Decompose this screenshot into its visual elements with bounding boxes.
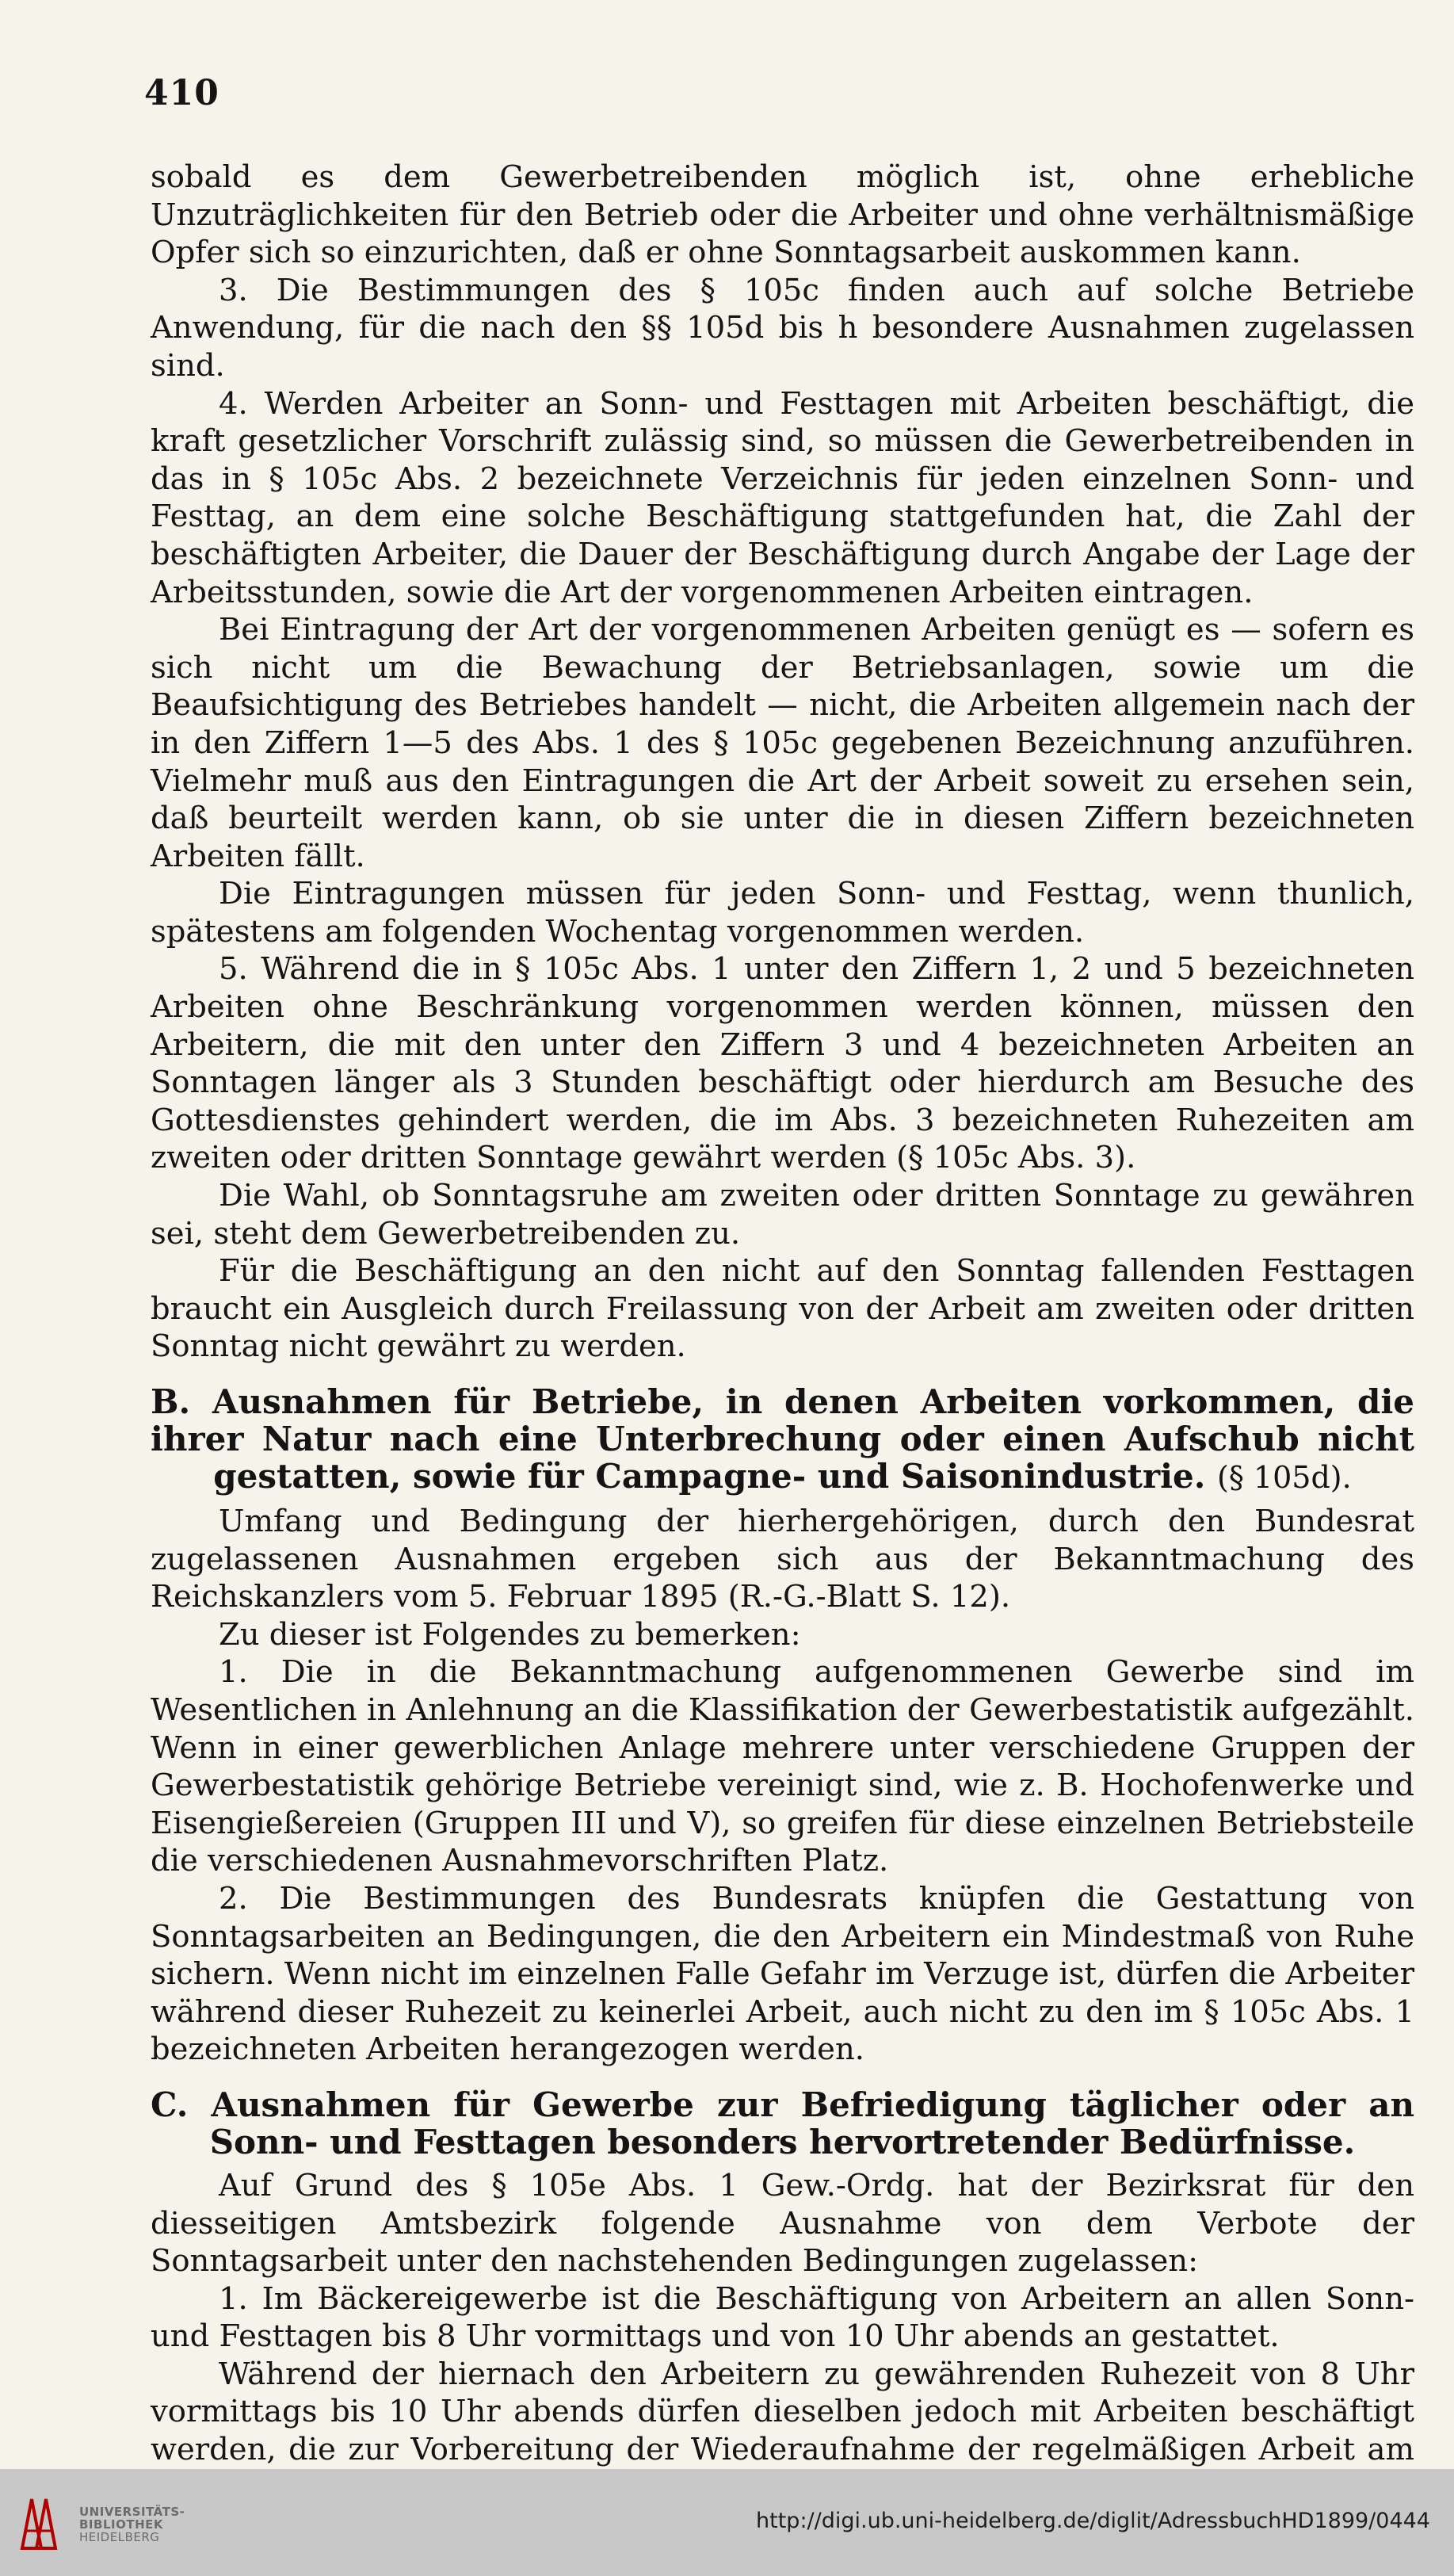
paragraph: 2. Die Bestimmungen des Bundesrats knüpfen die Gestattung von Sonntagsarbeiten an Bedingungen, die den Arbeitern ein Mindestmaß von Ruhe sichern. Wenn nicht im einzelnen Falle Gefahr im Verzuge ist, dürfen die Arbeiter während dieser Ruhezeit zu keinerlei Arbeit, auch nicht zu den im § 105c Abs. 1 bezeichneten Arbeiten herangezogen werden.	[151, 1880, 1414, 2068]
paragraph: Während der hiernach den Arbeitern zu gewährenden Ruhezeit von 8 Uhr vormittags bis 10 Uhr abends dürfen dieselben jedoch mit Arbeiten beschäftigt werden, die zur Vorbereitung der Wiederaufnahme der regelmäßigen Arbeit am	[151, 2356, 1414, 2468]
paragraph: 4. Werden Arbeiter an Sonn- und Festtagen mit Arbeiten beschäftigt, die kraft gesetzlicher Vorschrift zulässig sind, so müssen die Gewerbetreibenden in das in § 105c Abs. 2 bezeichnete Verzeichnis für jeden einzelnen Sonn- und Festtag, an dem eine solche Beschäftigung stattgefunden hat, die Zahl der beschäftigten Arbeiter, die Dauer der Beschäftigung durch Angabe der Lage der Arbeitsstunden, sowie die Art der vorgenommenen Arbeiten eintragen.	[151, 385, 1414, 610]
section-b-heading-text: B. Ausnahmen für Betriebe, in denen Arbeiten vorkommen, die ihrer Natur nach eine Unterbrechung oder einen Aufschub nicht gestatten, sowie für Campagne- und Saisonindustrie.	[151, 1382, 1414, 1496]
page-number: 410	[144, 73, 219, 113]
logo-line: HEIDELBERG	[79, 2530, 160, 2544]
logo-line: UNIVERSITÄTS-	[79, 2505, 185, 2519]
paragraph: 5. Während die in § 105c Abs. 1 unter den Ziffern 1, 2 und 5 bezeichneten Arbeiten ohne Beschränkung vorgenommen werden können, müssen den Arbeitern, die mit den unter den Ziffern 3 und 4 bezeichneten Arbeiten an Sonntagen länger als 3 Stunden beschäftigt oder hierdurch am Besuche des Gottesdienstes gehindert werden, die im Abs. 3 bezeichneten Ruhezeiten am zweiten oder dritten Sonntage gewährt werden (§ 105c Abs. 3).	[151, 951, 1414, 1176]
paragraph: 1. Im Bäckereigewerbe ist die Beschäftigung von Arbeitern an allen Sonn- und Festtagen bis 8 Uhr vormittags und von 10 Uhr abends an gestattet.	[151, 2280, 1414, 2355]
logo-line: BIBLIOTHEK	[79, 2517, 163, 2532]
paragraph: 3. Die Bestimmungen des § 105c finden auch auf solche Betriebe Anwendung, für die nach den §§ 105d bis h besondere Ausnahmen zugelassen sind.	[151, 272, 1414, 384]
digitization-footer	[0, 2469, 1454, 2576]
paragraph: Umfang und Bedingung der hierhergehörigen, durch den Bundesrat zugelassenen Ausnahmen ergeben sich aus der Bekanntmachung des Reichskanzlers vom 5. Februar 1895 (R.-G.-Blatt S. 12).	[151, 1504, 1414, 1615]
section-b-heading	[151, 1383, 1414, 1496]
paragraph: sobald es dem Gewerbetreibenden möglich ist, ohne erhebliche Unzuträglichkeiten für den Betrieb oder die Arbeiter und ohne verhältnismäßige Opfer sich so einzurichten, daß er ohne Sonntagsarbeit auskommen kann.	[151, 159, 1414, 271]
section-c-heading: C. Ausnahmen für Gewerbe zur Befriedigung täglicher oder an Sonn- und Festtagen besonders hervortretender Bedürfnisse.	[151, 2085, 1414, 2161]
paragraph: Für die Beschäftigung an den nicht auf den Sonntag fallenden Festtagen braucht ein Ausgleich durch Freilassung von der Arbeit am zweiten oder dritten Sonntag nicht gewährt zu werden.	[151, 1253, 1414, 1365]
paragraph: Die Eintragungen müssen für jeden Sonn- und Festtag, wenn thunlich, spätestens am folgenden Wochentag vorgenommen werden.	[151, 876, 1414, 950]
section-b-reference: (§ 105d).	[1217, 1460, 1352, 1495]
body-text	[151, 159, 1414, 2544]
paragraph: Die Wahl, ob Sonntagsruhe am zweiten oder dritten Sonntage zu gewähren sei, steht dem Gewerbetreibenden zu.	[151, 1178, 1414, 1252]
library-logo-text	[79, 2505, 185, 2544]
paragraph: Zu dieser ist Folgendes zu bemerken:	[219, 1616, 801, 1653]
source-url-link[interactable]: http://digi.ub.uni-heidelberg.de/diglit/AdressbuchHD1899/0444	[756, 2509, 1430, 2533]
paragraph: 1. Die in die Bekanntmachung aufgenommenen Gewerbe sind im Wesentlichen in Anlehnung an die Klassifikation der Gewerbestatistik aufgezählt. Wenn in einer gewerblichen Anlage mehrere unter verschiedene Gruppen der Gewerbestatistik gehörige Betriebe vereinigt sind, wie z. B. Hochofenwerke und Eisengießereien (Gruppen III und V), so greifen für diese einzelnen Betriebsteile die verschiedenen Ausnahmevorschriften Platz.	[151, 1654, 1414, 1879]
paragraph: Auf Grund des § 105e Abs. 1 Gew.-Ordg. hat der Bezirksrat für den diesseitigen Amtsbezirk folgende Ausnahme von dem Verbote der Sonntagsarbeit unter den nachstehenden Bedingungen zugelassen:	[151, 2167, 1414, 2280]
paragraph: Bei Eintragung der Art der vorgenommenen Arbeiten genügt es — sofern es sich nicht um die Bewachung der Betriebsanlagen, sowie um die Beaufsichtigung des Betriebes handelt — nicht, die Arbeiten allgemein nach der in den Ziffern 1—5 des Abs. 1 des § 105c gegebenen Bezeichnung anzuführen. Vielmehr muß aus den Eintragungen die Art der Arbeit soweit zu ersehen sein, daß beurteilt werden kann, ob sie unter die in diesen Ziffern bezeichneten Arbeiten fällt.	[151, 612, 1414, 874]
library-seal-icon	[16, 2491, 63, 2555]
